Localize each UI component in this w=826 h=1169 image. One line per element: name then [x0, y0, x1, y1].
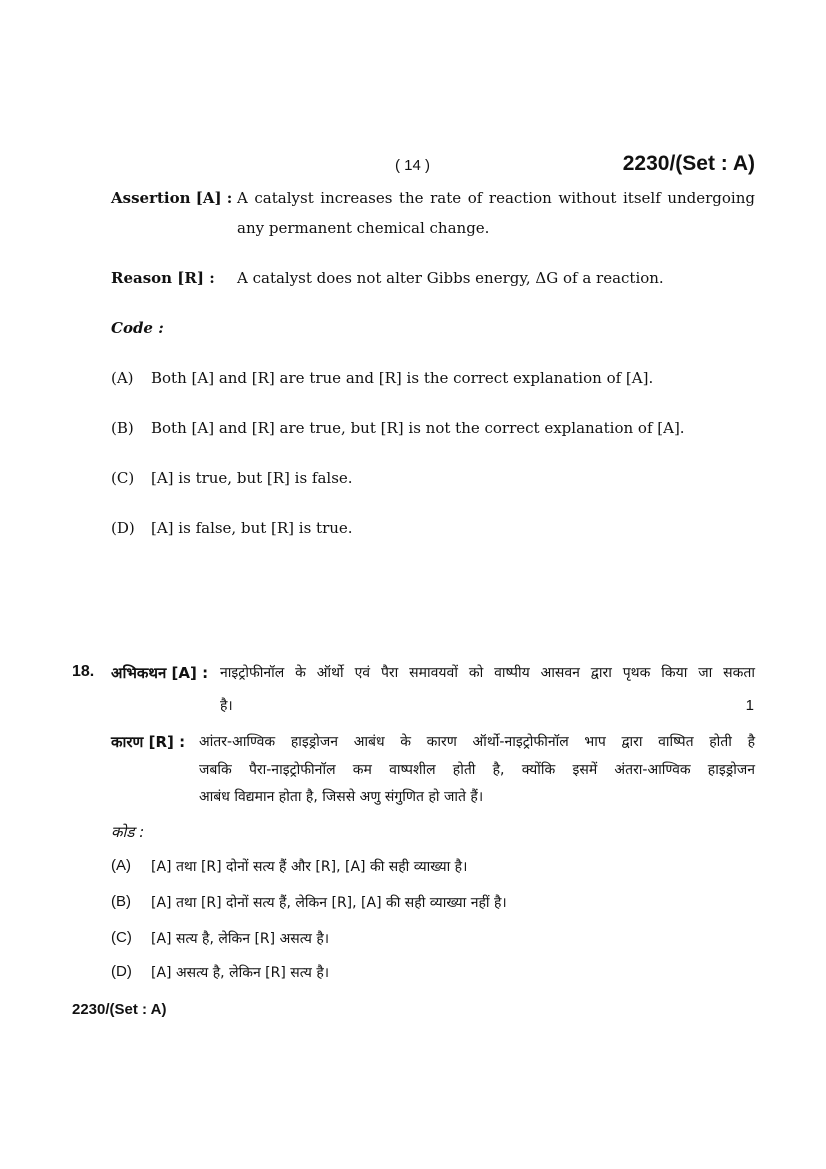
option-text: [A] is true, but [R] is false.: [151, 469, 353, 487]
reason-label: कारण [R] :: [111, 733, 186, 751]
option-text: Both [A] and [R] are true and [R] is the correct explanation of [A].: [151, 369, 654, 387]
paper-code-header: 2230/(Set : A): [622, 152, 755, 175]
option-key: (A): [111, 857, 131, 874]
assertion-text: A catalyst increases the rate of reaction without itself undergoing: [237, 189, 755, 207]
option-text: [A] तथा [R] दोनों सत्य हैं और [R], [A] की सही व्याख्या है।: [151, 859, 468, 875]
assertion-label: अभिकथन [A] :: [111, 664, 209, 682]
option-text: [A] सत्य है, लेकिन [R] असत्य है।: [151, 931, 330, 947]
option-key: (D): [111, 519, 135, 537]
assertion-text-cont: है।: [220, 698, 233, 714]
page-number: ( 14 ): [395, 157, 431, 174]
marks: 1: [745, 697, 754, 714]
reason-text: A catalyst does not alter Gibbs energy, ΔG of a reaction.: [237, 269, 664, 287]
option-key: (C): [111, 929, 132, 946]
assertion-text: नाइट्रोफीनॉल के ऑर्थो एवं पैरा समावयवों को वाष्पीय आसवन द्वारा पृथक किया जा सकता: [220, 665, 755, 681]
question-number: 18.: [72, 663, 95, 680]
option-text: [A] तथा [R] दोनों सत्य हैं, लेकिन [R], [A] की सही व्याख्या नहीं है।: [151, 895, 507, 911]
reason-label: Reason [R] :: [111, 269, 215, 287]
reason-text: आंतर-आण्विक हाइड्रोजन आबंध के कारण ऑर्थो-नाइट्रोफीनॉल भाप द्वारा वाष्पित होती है: [199, 734, 755, 750]
paper-code-footer: 2230/(Set : A): [72, 1001, 167, 1018]
reason-text-cont: आबंध विद्यमान होता है, जिससे अणु संगुणित हो जाते हैं।: [199, 789, 484, 805]
option-key: (B): [111, 419, 134, 437]
code-label: कोड :: [111, 823, 145, 841]
assertion-text-cont: any permanent chemical change.: [237, 219, 490, 237]
code-label: Code :: [111, 319, 164, 337]
reason-text-cont: जबकि पैरा-नाइट्रोफीनॉल कम वाष्पशील होती है, क्योंकि इसमें अंतरा-आण्विक हाइड्रोजन: [199, 762, 755, 778]
option-text: Both [A] and [R] are true, but [R] is not the correct explanation of [A].: [151, 419, 685, 437]
option-key: (B): [111, 893, 131, 910]
option-text: [A] असत्य है, लेकिन [R] सत्य है।: [151, 965, 330, 981]
assertion-label: Assertion [A] :: [111, 189, 233, 207]
option-key: (C): [111, 469, 135, 487]
option-key: (A): [111, 369, 134, 387]
option-key: (D): [111, 963, 132, 980]
option-text: [A] is false, but [R] is true.: [151, 519, 353, 537]
